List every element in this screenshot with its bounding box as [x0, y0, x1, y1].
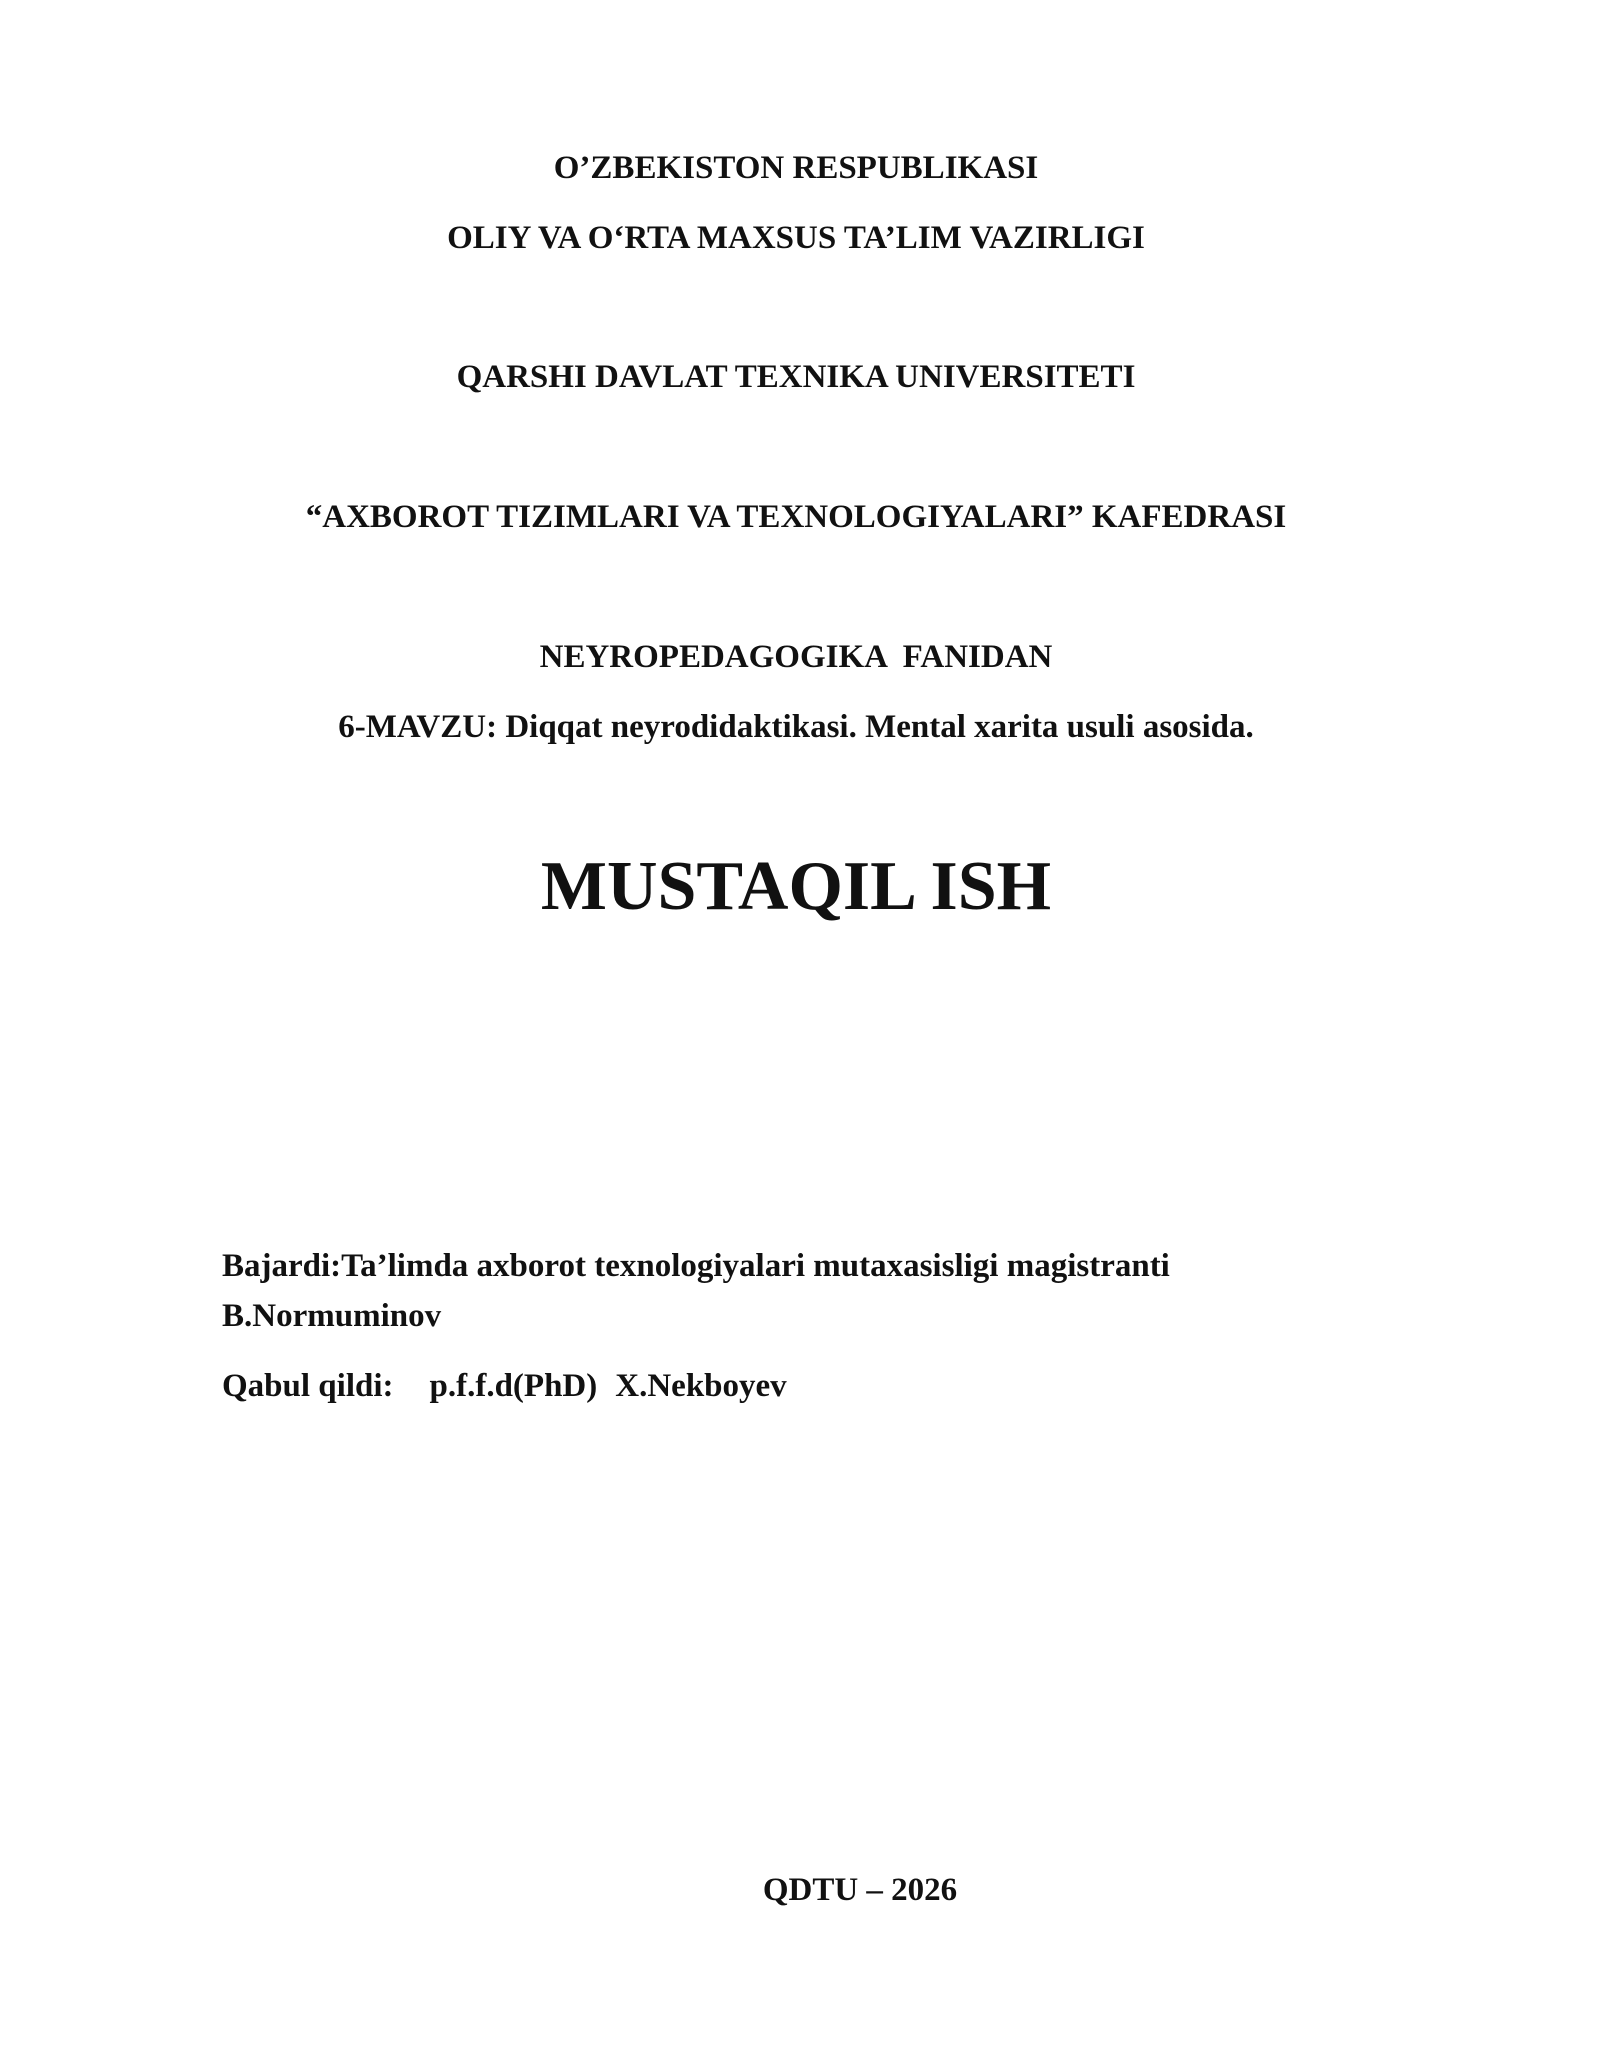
department-name: “AXBOROT TIZIMLARI VA TEXNOLOGIYALARI” KAFEDRASI	[305, 499, 1287, 535]
university-name: QARSHI DAVLAT TEXNIKA UNIVERSITETI	[456, 359, 1136, 395]
subject-title: NEYROPEDAGOGIKA FANIDAN	[539, 639, 1053, 675]
performer-line: Bajardi:Ta’limda axborot texnologiyalari mutaxasisligi magistranti	[222, 1248, 1170, 1284]
main-title: MUSTAQIL ISH	[540, 848, 1052, 925]
place-year-footer: QDTU – 2026	[762, 1872, 958, 1908]
performer-name: B.Normuminov	[222, 1298, 442, 1334]
accepted-line	[222, 1366, 787, 1406]
topic-title: 6-MAVZU: Diqqat neyrodidaktikasi. Mental xarita usuli asosida.	[338, 709, 1254, 745]
ministry-line-1: O’ZBEKISTON RESPUBLIKASI	[553, 150, 1039, 186]
accepted-name: X.Nekboyev	[615, 1368, 787, 1404]
accepted-label: Qabul qildi:	[222, 1368, 394, 1404]
ministry-line-2: OLIY VA O‘RTA MAXSUS TA’LIM VAZIRLIGI	[447, 220, 1145, 256]
accepted-degree: p.f.f.d(PhD)	[429, 1368, 598, 1404]
